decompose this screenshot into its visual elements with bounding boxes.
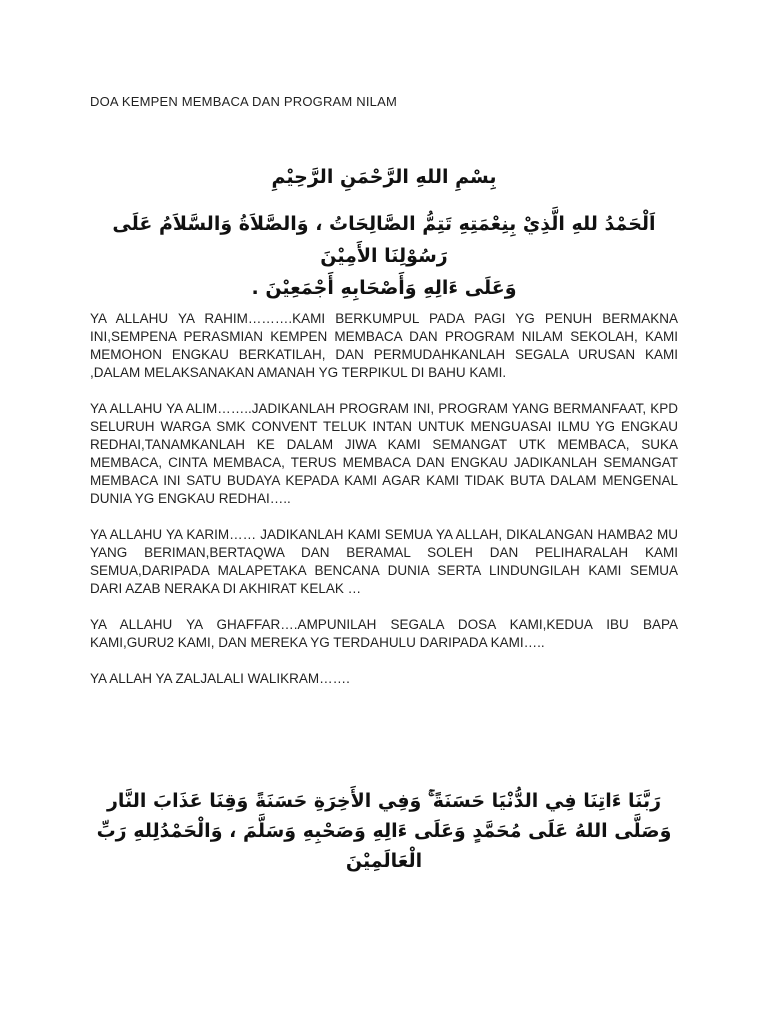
prayer-paragraph-zaljalali: YA ALLAH YA ZALJALALI WALIKRAM……. (90, 671, 350, 686)
opening-line: وَعَلَى ءَالِهِ وَأَصْحَابِهِ أَجْمَعِيْنَ . (251, 277, 517, 299)
document-title: DOA KEMPEN MEMBACA DAN PROGRAM NILAM (90, 94, 397, 109)
prayer-paragraph-rahim: YA ALLAHU YA RAHIM……….KAMI BERKUMPUL PADA PAGI YG PENUH BERMAKNA INI,SEMPENA PERASMIAN KEMPEN MEMBACA DAN PROGRAM NILAM SEKOLAH, KAMI MEMOHON ENGKAU BERKATILAH, DAN PERMUDAHKANLAH SEGALA URUSAN KAMI ,DALAM MELAKSANAKAN AMANAH YG TERPIKUL DI BAHU KAMI. (90, 311, 678, 380)
closing-prayer-arabic (90, 786, 678, 876)
bismillah-arabic: بِسْمِ اللهِ الرَّحْمَنِ الرَّحِيْمِ (271, 166, 497, 188)
opening-line: اَلْحَمْدُ للهِ الَّذِيْ بِنِعْمَتِهِ تَتِمُّ الصَّالِحَاتُ ، وَالصَّلاَةُ وَالسَّلاَمُ عَلَى رَسُوْلِنَا الأَمِيْنَ (112, 213, 656, 267)
prayer-paragraph-karim: YA ALLAHU YA KARIM…… JADIKANLAH KAMI SEMUA YA ALLAH, DIKALANGAN HAMBA2 MU YANG BERIMAN,BERTAQWA DAN BERAMAL SOLEH DAN PELIHARALAH KAMI SEMUA,DARIPADA MALAPETAKA BENCANA DUNIA SERTA LINDUNGILAH KAMI SEMUA DARI AZAB NERAKA DI AKHIRAT KELAK … (90, 527, 678, 596)
closing-line: رَبَّنَا ءَاتِنَا فِي الدُّنْيَا حَسَنَةً ۚ وَفِي الأَخِرَةِ حَسَنَةً وَقِنَا عَذَابَ النَّار (106, 790, 662, 812)
prayer-paragraph-alim: YA ALLAHU YA ALIM……..JADIKANLAH PROGRAM INI, PROGRAM YANG BERMANFAAT, KPD SELURUH WARGA SMK CONVENT TELUK INTAN UNTUK MENGUASAI ILMU YG ENGKAU REDHAI,TANAMKANLAH KE DALAM JIWA KAMI SEMANGAT UTK MEMBACA, SUKA MEMBACA, CINTA MEMBACA, TERUS MEMBACA DAN ENGKAU JADIKANLAH SEMANGAT MEMBACA INI SATU BUDAYA KEPADA KAMI AGAR KAMI TIDAK BUTA DALAM MENGENAL DUNIA YG ENGKAU REDHAI….. (90, 401, 678, 506)
closing-line: وَصَلَّى اللهُ عَلَى مُحَمَّدٍ وَعَلَى ءَالِهِ وَصَحْبِهِ وَسَلَّمَ ، وَالْحَمْدُلِلهِ رَبِّ الْعَالَمِيْنَ (96, 820, 672, 872)
prayer-body (90, 310, 678, 706)
opening-praise-arabic (90, 208, 678, 304)
prayer-paragraph-ghaffar: YA ALLAHU YA GHAFFAR….AMPUNILAH SEGALA DOSA KAMI,KEDUA IBU BAPA KAMI,GURU2 KAMI, DAN MEREKA YG TERDAHULU DARIPADA KAMI….. (90, 617, 678, 650)
